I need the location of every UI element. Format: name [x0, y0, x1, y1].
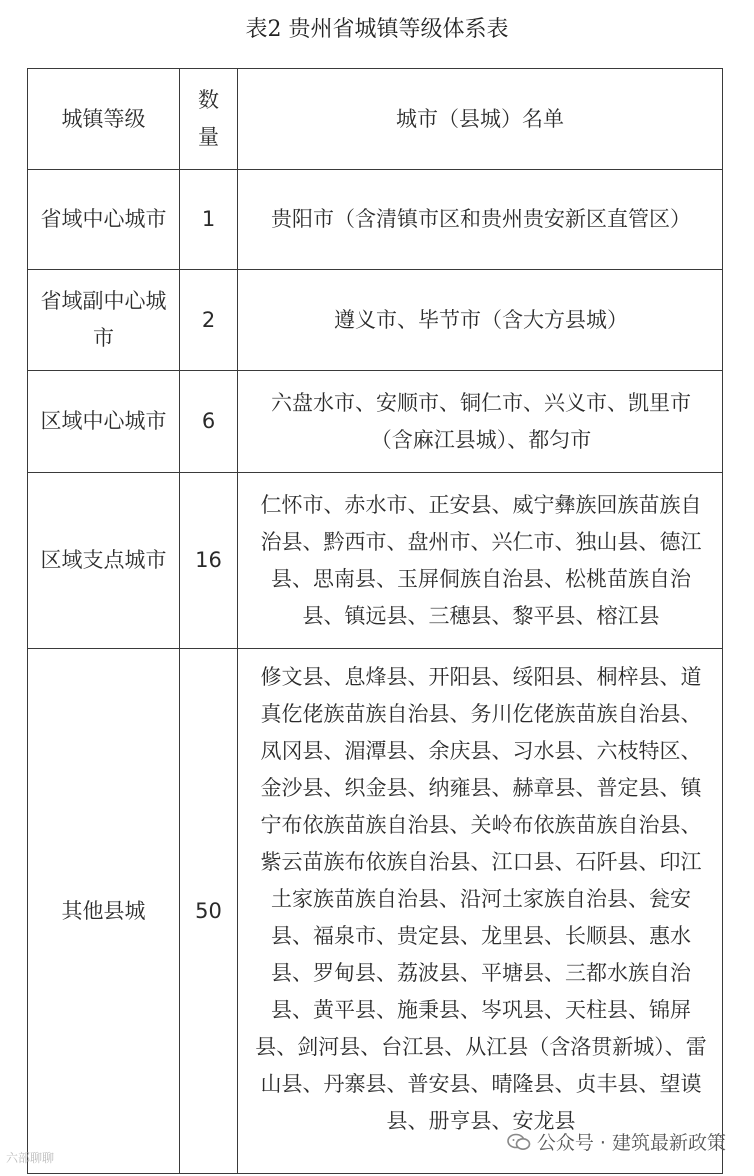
table-row	[28, 170, 723, 270]
row-count: 6	[180, 371, 238, 473]
row-count: 2	[180, 270, 238, 371]
watermark-text: 公众号 · 建筑最新政策	[536, 1132, 726, 1154]
row-list: 仁怀市、赤水市、正安县、威宁彝族回族苗族自治县、黔西市、盘州市、兴仁市、独山县、德江县、思南县、玉屏侗族自治县、松桃苗族自治县、镇远县、三穗县、黎平县、榕江县	[238, 473, 723, 649]
row-level: 其他县城	[28, 649, 180, 1174]
table-row	[28, 371, 723, 473]
header-count: 数量	[180, 69, 238, 170]
wechat-watermark	[507, 1130, 726, 1156]
town-grade-table	[27, 68, 723, 1174]
table-row	[28, 270, 723, 371]
row-level: 区域中心城市	[28, 371, 180, 473]
header-list: 城市（县城）名单	[238, 69, 723, 170]
corner-watermark: 六部聊聊	[6, 1151, 55, 1165]
row-list: 六盘水市、安顺市、铜仁市、兴义市、凯里市（含麻江县城）、都匀市	[238, 371, 723, 473]
table-header-row	[28, 69, 723, 170]
row-count: 50	[180, 649, 238, 1174]
row-list: 修文县、息烽县、开阳县、绥阳县、桐梓县、道真仡佬族苗族自治县、务川仡佬族苗族自治县、凤冈县、湄潭县、余庆县、习水县、六枝特区、金沙县、织金县、纳雍县、赫章县、普定县、镇宁布依族苗族自治县、关岭布依族苗族自治县、紫云苗族布依族自治县、江口县、石阡县、印江土家族苗族自治县、沿河土家族自治县、瓮安县、福泉市、贵定县、龙里县、长顺县、惠水县、罗甸县、荔波县、平塘县、三都水族自治县、黄平县、施秉县、岑巩县、天柱县、锦屏县、剑河县、台江县、从江县（含洛贯新城）、雷山县、丹寨县、普安县、晴隆县、贞丰县、望谟县、册亨县、安龙县	[238, 649, 723, 1174]
row-count: 16	[180, 473, 238, 649]
table-title: 表2 贵州省城镇等级体系表	[245, 17, 509, 42]
wechat-icon	[507, 1132, 531, 1150]
header-level: 城镇等级	[28, 69, 180, 170]
row-list: 遵义市、毕节市（含大方县城）	[238, 270, 723, 371]
table-row	[28, 473, 723, 649]
row-count: 1	[180, 170, 238, 270]
row-level: 省域中心城市	[28, 170, 180, 270]
row-list: 贵阳市（含清镇市区和贵州贵安新区直管区）	[238, 170, 723, 270]
row-level: 省域副中心城市	[28, 270, 180, 371]
table-row	[28, 649, 723, 1174]
row-level: 区域支点城市	[28, 473, 180, 649]
